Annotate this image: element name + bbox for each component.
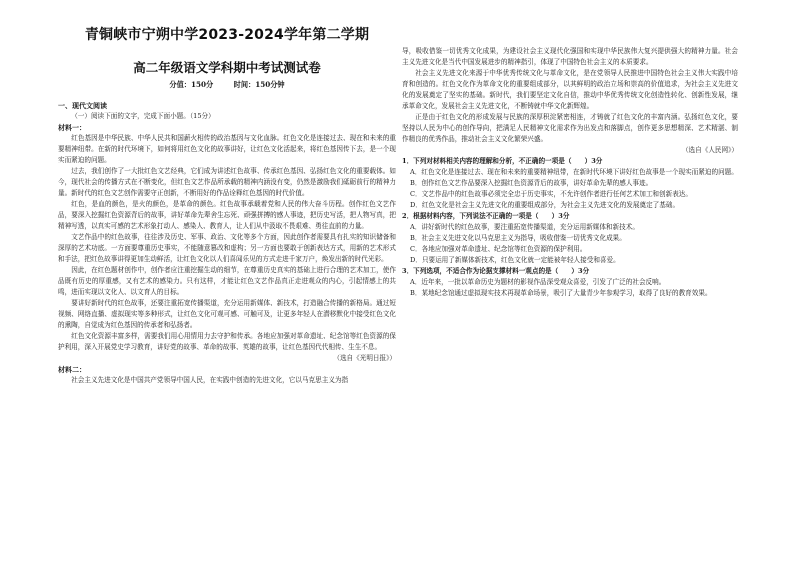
option-a: A．红色文化是连接过去、现在和未来的重要精神纽带，在新时代环境下讲好红色故事是一个现实而紧迫的问题。 <box>410 168 738 176</box>
score-label: 分值：150分 <box>169 80 214 89</box>
subsection-heading: （一）阅读下面的文字，完成下面小题。（15分） <box>71 112 215 120</box>
exam-subtitle: 高二年级语文学科期中考试测试卷 <box>133 60 321 75</box>
paragraph: 社会主义先进文化来源于中华优秀传统文化与革命文化，是在党领导人民推进中国特色社会主义伟大实践中培育和创造的。红色文化作为革命文化的重要组成部分，以其鲜明的政治立场和崇高的价值追求，为社会主义先进文化的发展奠定了坚实的基础。新时代，我们要坚定文化自信，推动中华优秀传统文化创造性转化、创新性发展，继承革命文化，发展社会主义先进文化，不断铸就中华文化新辉煌。 <box>402 69 738 110</box>
option-d: D．只要运用了新媒体新技术，红色文化就一定能被年轻人接受和喜爱。 <box>410 256 620 264</box>
paragraph: 红色，是血的颜色，是火的颜色，是革命的颜色。红色故事承载着党和人民的伟大奋斗历程。创作红色文艺作品，要深入挖掘红色资源背后的故事，讲好革命先辈舍生忘死、顽强拼搏的感人事迹，把历史写活，把人物写真，把精神写透，以真实可感的艺术形象打动人、感染人、教育人，让人们从中汲取不畏艰难、勇往直前的力量。 <box>58 200 396 230</box>
material-one-label: 材料一： <box>58 123 86 132</box>
option-c: C．文艺作品中的红色故事必须完全忠于历史事实，不允许创作者进行任何艺术加工和创新表达。 <box>410 190 692 198</box>
question-stem: 1．下列对材料相关内容的理解和分析，不正确的一项是（ ）3分 <box>402 157 603 165</box>
right-column <box>402 0 738 562</box>
paragraph: 红色文化资源丰富多样，需要我们用心用情用力去守护和传承。各地应加强对革命遗址、纪念馆等红色资源的保护利用，深入开展党史学习教育，讲好党的故事、革命的故事、英雄的故事，让红色基因代代相传、生生不息。 <box>58 332 396 351</box>
option-b: B．创作红色文艺作品要深入挖掘红色资源背后的故事，讲好革命先辈的感人事迹。 <box>410 179 653 187</box>
paragraph: 过去，我们创作了一大批红色文艺经典，它们成为讲述红色故事、传承红色基因、弘扬红色文化的重要载体。如今，现代社会的传播方式在不断变化，但红色文艺作品所承载的精神内涵没有变，仍然是激励我们砥砺前行的精神力量。新时代的红色文艺创作需要守正创新，不断用好的作品诠释红色基因的时代价值。 <box>58 167 396 197</box>
paragraph: 要讲好新时代的红色故事，还要注重拓宽传播渠道，充分运用新媒体、新技术，打造融合传播的新格局。通过短视频、网络直播、虚拟现实等多种形式，让红色文化可观可感、可触可及，让更多年轻人在潜移默化中接受红色文化的熏陶，自觉成为红色基因的传承者和弘扬者。 <box>58 299 396 329</box>
paragraph: 文艺作品中的红色故事，往往涉及历史、军事、政治、文化等多个方面，因此创作者需要具有扎实的知识储备和深厚的艺术功底。一方面要尊重历史事实，不能随意篡改和虚构；另一方面也要敢于创新表达方式，用新的艺术形式和手法，把红色故事讲得更加生动鲜活，让红色文化以人们喜闻乐见的方式走进千家万户，焕发出新的时代光彩。 <box>58 233 396 263</box>
left-text <box>58 100 396 386</box>
paragraph: 社会主义先进文化是中国共产党领导中国人民，在实践中创造的先进文化，它以马克思主义为指 <box>71 376 349 384</box>
option-c: C．各地应加强对革命遗址、纪念馆等红色资源的保护利用。 <box>410 245 587 253</box>
paragraph: 正是由于红色文化的形成发展与民族的深厚积淀紧密相连，才铸就了红色文化的丰富内涵。弘扬红色文化，要坚持以人民为中心的创作导向，把满足人民精神文化需求作为出发点和落脚点，创作更多思想精深、艺术精湛、制作精良的优秀作品，推动社会主义文化繁荣兴盛。 <box>402 113 738 143</box>
option-b: B．社会主义先进文化以马克思主义为指导，吸收借鉴一切优秀文化成果。 <box>410 234 626 242</box>
time-label: 时间：150分钟 <box>233 80 285 89</box>
option-b: B．某地纪念馆通过虚拟现实技术再现革命场景，吸引了大量青少年参观学习，取得了良好的教育效果。 <box>410 289 712 297</box>
question-stem: 2．根据材料内容，下列说法不正确的一项是（ ）3分 <box>402 212 570 220</box>
source-note: （选自《人民网》） <box>681 146 738 154</box>
paragraph: 导，吸收借鉴一切优秀文化成果，为建设社会主义现代化强国和实现中华民族伟大复兴提供强大的精神力量。社会主义先进文化是当代中国发展进步的精神指引，体现了中国特色社会主义的本质要求。 <box>402 47 738 66</box>
left-column <box>58 0 396 562</box>
source-note: （选自《光明日报》） <box>333 354 396 362</box>
exam-title: 青铜峡市宁朔中学2023-2024学年第二学期 <box>84 27 370 43</box>
option-a: A．近年来，一批以革命历史为题材的影视作品深受观众喜爱，引发了广泛的社会反响。 <box>410 278 666 286</box>
question-stem: 3．下列选项，不适合作为论据支撑材料一观点的是（ ）3分 <box>402 267 590 275</box>
material-two-label: 材料二： <box>58 365 86 374</box>
right-text <box>402 46 738 299</box>
option-d: D．红色文化是社会主义先进文化的重要组成部分，为社会主义先进文化的发展奠定了基础。 <box>410 201 680 209</box>
option-a: A．讲好新时代的红色故事，要注重拓宽传播渠道，充分运用新媒体和新技术。 <box>410 223 639 231</box>
paragraph: 红色基因是中华民族、中华人民共和国薪火相传的政治基因与文化血脉。红色文化是连接过去、现在和未来的重要精神纽带。在新的时代环境下，如何将用红色文化的故事讲好，让红色文化活起来，将红色基因传下去，是一个现实而紧迫的问题。 <box>58 134 396 164</box>
paragraph: 因此，在红色题材创作中，创作者应注重挖掘生动的细节，在尊重历史真实的基础上进行合理的艺术加工，使作品既有历史的厚重感，又有艺术的感染力。只有这样，才能让红色文艺作品真正走进观众的内心，引起情感上的共鸣，进而实现以文化人、以文育人的目标。 <box>58 266 396 296</box>
exam-meta <box>58 80 396 90</box>
section-heading: 一、现代文阅读 <box>58 101 107 110</box>
